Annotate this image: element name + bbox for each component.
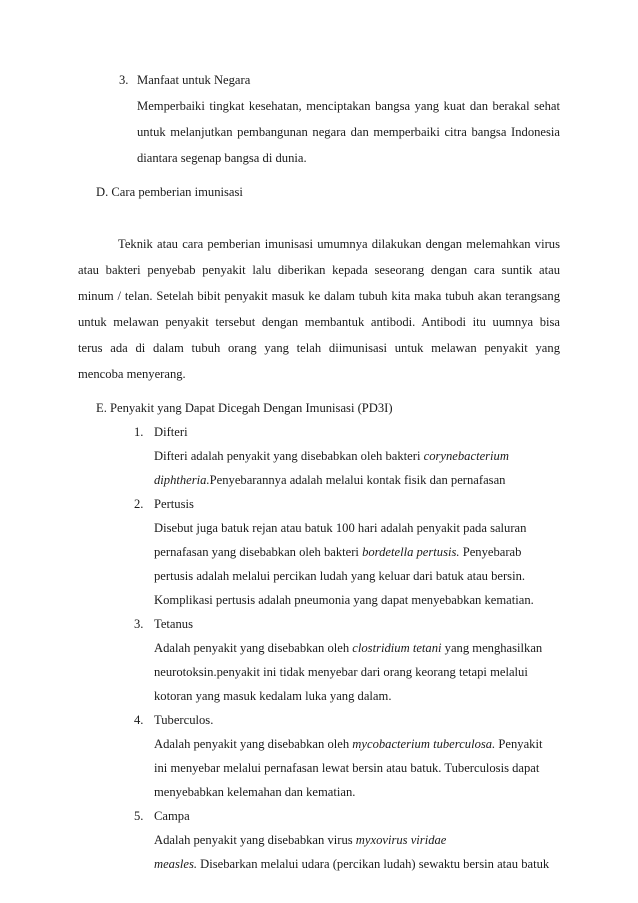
item-2-line-2-text: pernafasan yang disebabkan oleh bakteri: [154, 545, 363, 559]
item-4-title: Tuberculos.: [154, 713, 214, 727]
item-4-line-1-text: Adalah penyakit yang disebabkan oleh: [154, 737, 353, 751]
item-3-line-1-text: Adalah penyakit yang disebabkan oleh: [154, 641, 353, 655]
item-5-line-1-italic: myxovirus viridae: [355, 833, 447, 847]
section-e-heading: E. Penyakit yang Dapat Dicegah Dengan Imunisasi (PD3I): [96, 401, 393, 415]
item-2-line-2-italic: bordetella pertusis.: [362, 545, 460, 559]
item-5-line-1: [154, 832, 446, 848]
item-2-line-3: pertusis adalah melalui percikan ludah yang keluar dari batuk atau bersin.: [154, 569, 526, 583]
section-d-para-line-6: mencoba menyerang.: [78, 367, 186, 381]
item-2-title: Pertusis: [154, 497, 194, 511]
section3-title: Manfaat untuk Negara: [137, 73, 251, 87]
section-d-para-line-1: Teknik atau cara pemberian imunisasi umumnya dilakukan dengan melemahkan virus: [118, 237, 560, 251]
section-d-para-line-2: atau bakteri penyebab penyakit lalu diberikan kepada seseorang dengan cara suntik atau: [78, 263, 560, 277]
item-4-line-1-italic: mycobacterium tuberculosa.: [352, 737, 496, 751]
item-5-line-1-text: Adalah penyakit yang disebabkan virus: [154, 833, 356, 847]
item-1-line-1: [154, 448, 509, 464]
item-5-line-2-italic: measles.: [154, 857, 198, 871]
item-3-line-1: [154, 640, 542, 656]
item-1-line-1-italic: corynebacterium: [423, 449, 509, 463]
item-2-number: 2.: [134, 497, 144, 511]
item-5-line-2: [154, 856, 549, 872]
item-4-line-1-tail: Penyakit: [495, 737, 543, 751]
section-d-para-line-5: terus ada di dalam tubuh orang yang telah diimunisasi untuk melawan penyakit yang: [78, 341, 560, 355]
item-1-line-2: [154, 472, 505, 488]
item-3-line-3: kotoran yang masuk kedalam luka yang dalam.: [154, 689, 392, 703]
section-d-para-line-4: untuk melawan penyakit tersebut dengan membantuk antibodi. Antibodi itu uumnya bisa: [78, 315, 560, 329]
item-2-line-2: [154, 544, 521, 560]
item-3-line-1-italic: clostridium tetani: [352, 641, 442, 655]
item-3-line-1-tail: yang menghasilkan: [441, 641, 543, 655]
item-5-line-2-text: Disebarkan melalui udara (percikan ludah) sewaktu bersin atau batuk: [197, 857, 550, 871]
item-4-number: 4.: [134, 713, 144, 727]
section-d-para-line-3: minum / telan. Setelah bibit penyakit masuk ke dalam tubuh kita maka tubuh akan terangsang: [78, 289, 560, 303]
section3-line-2: untuk melanjutkan pembangunan negara dan memperbaiki citra bangsa Indonesia: [137, 125, 560, 139]
item-3-number: 3.: [134, 617, 144, 631]
section3-line-1: Memperbaiki tingkat kesehatan, menciptakan bangsa yang kuat dan berakal sehat: [137, 99, 560, 113]
item-5-title: Campa: [154, 809, 190, 823]
item-2-line-1: Disebut juga batuk rejan atau batuk 100 hari adalah penyakit pada saluran: [154, 521, 527, 535]
item-2-line-4: Komplikasi pertusis adalah pneumonia yang dapat menyebabkan kematian.: [154, 593, 534, 607]
item-1-number: 1.: [134, 425, 144, 439]
item-4-line-3: menyebabkan kelemahan dan kematian.: [154, 785, 356, 799]
item-1-line-2-text: Penyebarannya adalah melalui kontak fisik dan pernafasan: [209, 473, 506, 487]
item-5-number: 5.: [134, 809, 144, 823]
item-1-title: Difteri: [154, 425, 188, 439]
section-d-heading: D. Cara pemberian imunisasi: [96, 185, 243, 199]
item-1-line-2-italic: diphtheria.: [154, 473, 210, 487]
item-3-title: Tetanus: [154, 617, 193, 631]
item-4-line-1: [154, 736, 542, 752]
item-3-line-2: neurotoksin.penyakit ini tidak menyebar dari orang keorang tetapi melalui: [154, 665, 528, 679]
item-4-line-2: ini menyebar melalui pernafasan lewat bersin atau batuk. Tuberculosis dapat: [154, 761, 540, 775]
section3-number: 3.: [119, 73, 129, 87]
item-2-line-2-tail: Penyebarab: [459, 545, 522, 559]
item-1-line-1-text: Difteri adalah penyakit yang disebabkan oleh bakteri: [154, 449, 424, 463]
section3-line-3: diantara segenap bangsa di dunia.: [137, 151, 307, 165]
